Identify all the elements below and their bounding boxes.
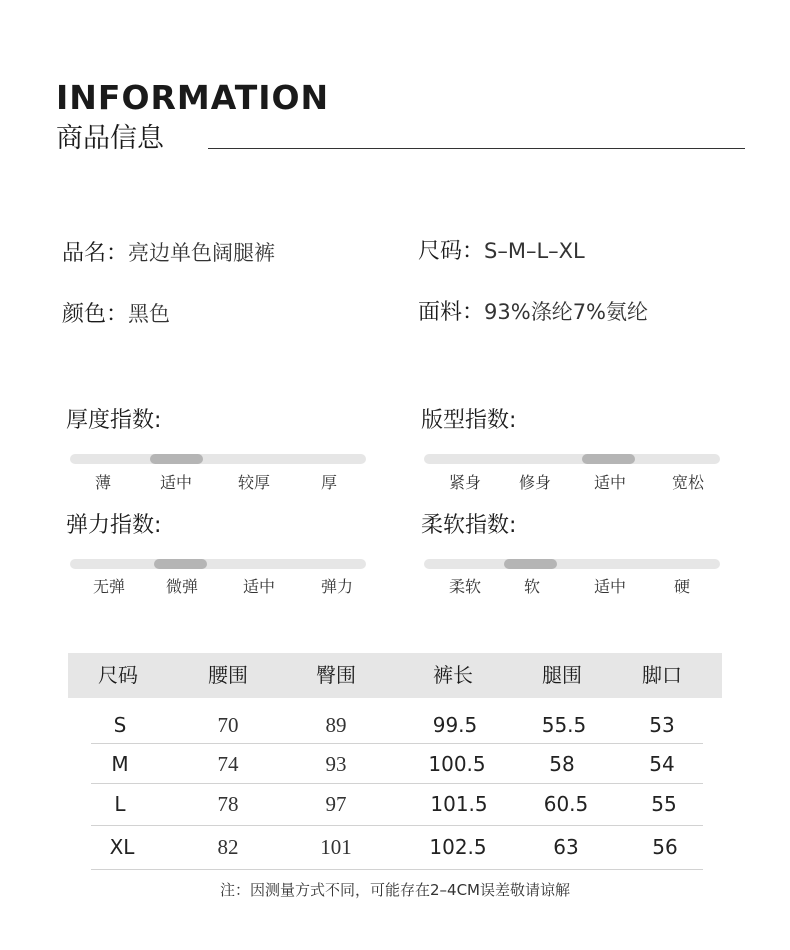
title-english: INFORMATION <box>56 78 330 117</box>
column-header-hem: 脚口 <box>642 663 682 687</box>
fit-tick: 宽松 <box>671 473 705 492</box>
info-fabric-label: 面料： <box>418 300 485 325</box>
cell-thigh: 60.5 <box>543 792 589 816</box>
elasticity-index-track <box>70 559 366 569</box>
cell-size: L <box>114 792 126 816</box>
column-header-waist: 腰围 <box>208 663 248 687</box>
info-size-value: S–M–L–XL <box>484 239 585 263</box>
measurement-note: 注：因测量方式不同，可能存在2–4CM误差敬请谅解 <box>219 881 570 899</box>
table-row <box>68 705 722 745</box>
table-row <box>68 744 722 784</box>
column-header-size: 尺码 <box>98 663 138 687</box>
cell-hip: 97 <box>325 792 347 816</box>
cell-thigh: 63 <box>553 835 579 859</box>
column-header-length: 裤长 <box>433 663 473 687</box>
cell-hem: 54 <box>649 752 675 776</box>
cell-waist: 70 <box>217 713 239 737</box>
cell-waist: 82 <box>217 835 239 859</box>
cell-size: XL <box>109 835 135 859</box>
table-row <box>68 827 722 867</box>
cell-length: 100.5 <box>428 752 486 776</box>
fit-index-marker <box>582 454 635 464</box>
softness-tick: 软 <box>523 577 541 596</box>
cell-thigh: 55.5 <box>541 713 587 737</box>
softness-index-track <box>424 559 720 569</box>
softness-index-marker <box>504 559 557 569</box>
cell-hem: 55 <box>651 792 677 816</box>
cell-length: 102.5 <box>429 835 487 859</box>
elasticity-index-marker <box>154 559 207 569</box>
title-divider <box>208 148 745 149</box>
thickness-tick: 适中 <box>159 473 193 492</box>
cell-hip: 89 <box>325 713 347 737</box>
elasticity-index-title: 弹力指数: <box>66 513 162 538</box>
softness-index-title: 柔软指数: <box>421 513 517 538</box>
elasticity-tick: 适中 <box>242 577 276 596</box>
fit-tick: 适中 <box>593 473 627 492</box>
cell-length: 99.5 <box>432 713 478 737</box>
fit-index-title: 版型指数: <box>421 408 517 433</box>
fit-tick: 修身 <box>518 473 552 492</box>
cell-size: S <box>113 713 127 737</box>
softness-tick: 适中 <box>593 577 627 596</box>
cell-hip: 93 <box>325 752 347 776</box>
table-row <box>68 784 722 824</box>
title-chinese: 商品信息 <box>56 123 164 154</box>
thickness-index-marker <box>150 454 203 464</box>
cell-hem: 53 <box>649 713 675 737</box>
thickness-index-track <box>70 454 366 464</box>
cell-waist: 74 <box>217 752 239 776</box>
info-fabric <box>418 297 648 328</box>
thickness-tick: 较厚 <box>237 473 271 492</box>
thickness-tick: 厚 <box>320 473 338 492</box>
cell-thigh: 58 <box>549 752 575 776</box>
elasticity-tick: 弹力 <box>320 577 354 596</box>
info-color-value: 黑色 <box>128 302 171 326</box>
fit-index-track <box>424 454 720 464</box>
info-color <box>62 299 170 330</box>
cell-waist: 78 <box>217 792 239 816</box>
elasticity-tick: 无弹 <box>92 577 126 596</box>
row-divider <box>91 869 703 870</box>
info-size <box>418 236 585 267</box>
fit-tick: 紧身 <box>448 473 482 492</box>
thickness-index-title: 厚度指数: <box>66 408 162 433</box>
thickness-tick: 薄 <box>94 473 112 492</box>
info-fabric-value: 93%涤纶7%氨纶 <box>484 300 649 324</box>
softness-tick: 柔软 <box>448 577 482 596</box>
column-header-thigh: 腿围 <box>542 663 582 687</box>
softness-tick: 硬 <box>673 577 691 596</box>
elasticity-tick: 微弹 <box>165 577 199 596</box>
info-size-label: 尺码： <box>418 239 485 264</box>
info-name-value: 亮边单色阔腿裤 <box>128 241 276 265</box>
info-name <box>62 238 275 269</box>
cell-size: M <box>111 752 129 776</box>
row-divider <box>91 825 703 826</box>
info-name-label: 品名： <box>62 241 129 266</box>
column-header-hip: 臀围 <box>316 663 356 687</box>
cell-length: 101.5 <box>430 792 488 816</box>
cell-hip: 101 <box>320 835 352 859</box>
cell-hem: 56 <box>652 835 678 859</box>
size-table-header <box>68 653 722 698</box>
info-color-label: 颜色： <box>62 302 129 327</box>
